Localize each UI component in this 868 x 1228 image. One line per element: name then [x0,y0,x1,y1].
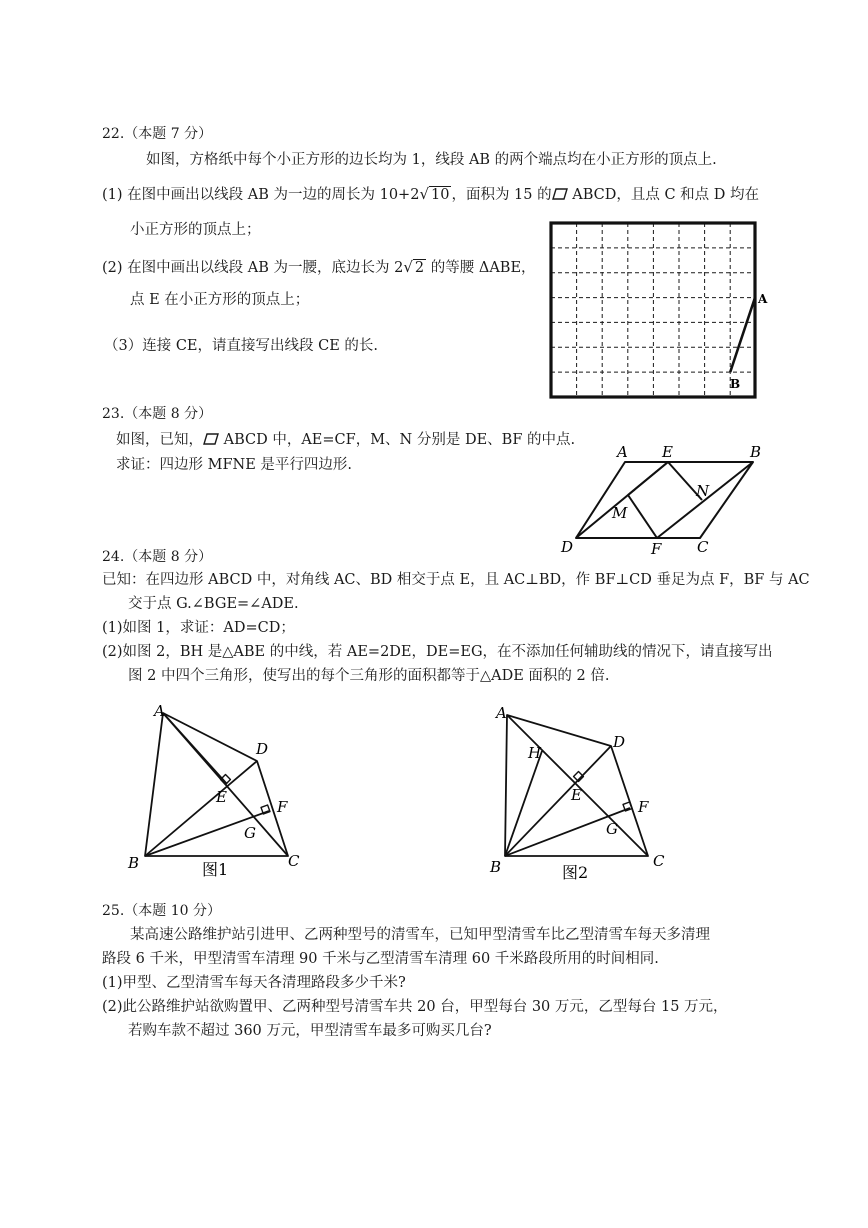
point-b-label: B [730,377,741,391]
segment-ab [730,298,755,373]
q22-intro: 如图，方格纸中每个小正方形的边长均为 1，线段 AB 的两个端点均在小正方形的顶点上. [146,152,717,168]
q22-part1-line2: 小正方形的顶点上； [130,222,261,238]
label-e: E [571,786,582,804]
diagonal-bd [505,746,611,856]
q23-line1 [116,430,575,450]
label-a: A [496,704,507,722]
right-angle-mark-f [261,805,270,814]
q25-part2-line1: (2)此公路维护站欲购置甲、乙两种型号清雪车共 20 台，甲型每台 30 万元，乙型每台 15 万元， [102,999,728,1015]
diagonal-bd [145,761,257,856]
q24-line1: 已知：在四边形 ABCD 中，对角线 AC、BD 相交于点 E，且 AC⊥BD，作 BF⊥CD 垂足为点 F，BF 与 AC [102,572,810,588]
label-m: M [612,504,628,522]
q22-part1-text-b: ，面积为 15 的 [451,187,552,203]
label-d: D [256,740,269,758]
q22-header: 22.（本题 7 分） [102,126,213,142]
label-c: C [288,852,300,870]
q23-line1-text-b: ABCD 中，AE=CF，M、N 分别是 DE、BF 的中点. [219,432,576,448]
q22-part1-line1 [102,184,759,205]
right-angle-mark-f [623,802,632,811]
label-b: B [750,443,762,461]
q23-figure [555,440,775,558]
segment-mf [628,495,657,538]
label-f: F [651,540,662,558]
q24-line2: 交于点 G.∠BGE=∠ADE. [128,596,299,612]
segment-em [628,462,668,495]
q22-part2-line2: 点 E 在小正方形的顶点上； [130,292,310,308]
q25-line2: 路段 6 千米，甲型清雪车清理 90 千米与乙型清雪车清理 60 千米路段所用的时间相同. [102,951,659,967]
q25-part2-line2: 若购车款不超过 360 万元，甲型清雪车最多可购买几台? [128,1023,492,1039]
label-b: B [128,854,140,872]
sqrt-sign-icon: √ [403,258,413,276]
q22-part2-text-a: (2) 在图中画出以线段 AB 为一腰，底边长为 2 [102,260,404,276]
q23-header: 23.（本题 8 分） [102,406,213,422]
figure-1-caption: 图1 [202,860,229,879]
q24-part1: (1)如图 1，求证：AD=CD； [102,620,295,636]
q25-line1: 某高速公路维护站引进甲、乙两种型号的清雪车，已知甲型清雪车比乙型清雪车每天多清理 [130,927,710,943]
q24-figure-2 [480,698,680,883]
quadrilateral-abcd [145,713,288,856]
label-a: A [617,443,628,461]
q22-part1-text-c: ABCD，且点 C 和点 D 均在 [567,187,760,203]
grid-dashed-lines [551,223,755,397]
q22-part2-text-b: 的等腰 ΔABE， [426,260,536,276]
q22-part1-radicand: 10 [431,187,450,203]
label-f: F [277,798,288,816]
q22-part3: （3）连接 CE，请直接写出线段 CE 的长. [104,338,379,354]
label-g: G [606,820,618,838]
sqrt-sign-icon: √ [419,185,429,203]
segment-ae [163,713,227,784]
label-b: B [490,858,502,876]
label-f: F [638,798,649,816]
segment-bf [657,462,753,538]
label-e: E [662,443,673,461]
label-h: H [528,744,542,762]
q22-part2-line1 [102,257,536,278]
q25-part1: (1)甲型、乙型清雪车每天各清理路段多少千米? [102,975,406,991]
q22-part1-text-a: (1) 在图中画出以线段 AB 为一边的周长为 10+2 [102,187,420,203]
q22-grid-figure [540,215,780,405]
label-g: G [244,824,256,842]
parallelogram-icon [552,188,568,200]
label-c: C [697,538,709,556]
q23-line1-text-a: 如图，已知， [116,432,203,448]
label-c: C [653,852,665,870]
parallelogram-icon [203,433,219,445]
parallelogram-abcd [576,462,753,538]
label-n: N [696,482,710,500]
segment-bh [505,751,542,856]
label-d: D [613,733,626,751]
label-e: E [216,788,227,806]
q23-line2: 求证：四边形 MFNE 是平行四边形. [116,457,353,473]
figure-2-caption: 图2 [562,863,589,882]
q24-part2-line2: 图 2 中四个三角形，使写出的每个三角形的面积都等于△ADE 面积的 2 倍. [128,668,610,684]
q24-figure-1 [120,698,320,883]
q24-part2-line1: (2)如图 2，BH 是△ABE 的中线，若 AE=2DE，DE=EG，在不添加任何辅助线的情况下，请直接写出 [102,644,773,660]
q25-header: 25.（本题 10 分） [102,903,221,919]
point-a-label: A [758,292,768,306]
q22-part2-radicand: 2 [414,260,425,276]
q24-header: 24.（本题 8 分） [102,549,213,565]
label-a: A [154,702,165,720]
label-d: D [561,538,574,556]
